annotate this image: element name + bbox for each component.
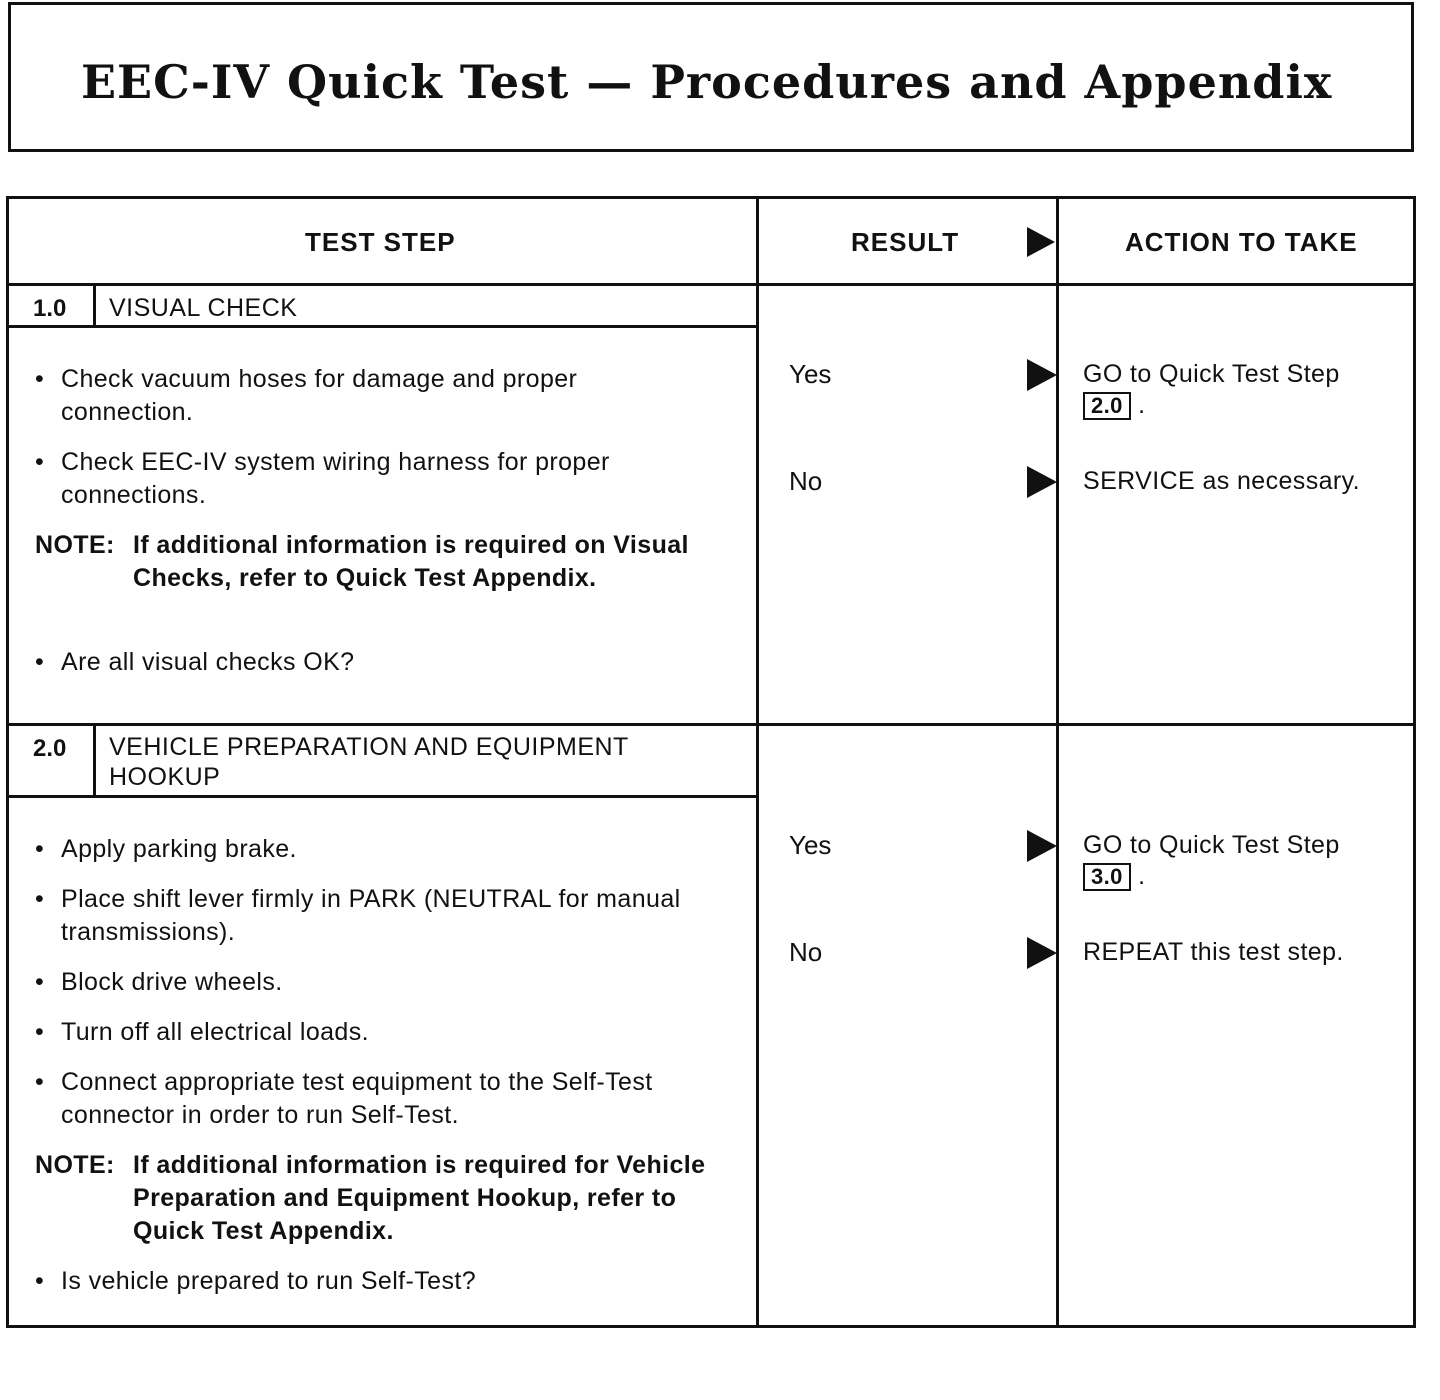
- arrow-right-icon: [1027, 359, 1057, 391]
- step-1-result-yes: Yes: [789, 359, 832, 389]
- step-2-title-divider: [9, 795, 757, 798]
- bullet-icon: •: [35, 448, 45, 476]
- header-result: RESULT: [851, 227, 960, 257]
- step-1-num-divider: [93, 286, 96, 326]
- bullet-icon: •: [35, 885, 45, 913]
- step-2-result-no: No: [789, 937, 823, 967]
- step-1-bullet: • Check EEC-IV system wiring harness for proper connections.: [35, 448, 610, 509]
- bullet-icon: •: [35, 365, 45, 393]
- bullet-icon: •: [35, 968, 45, 996]
- bullet-icon: •: [35, 835, 45, 863]
- step-2-bullet: • Block drive wheels.: [35, 966, 715, 999]
- step-2-bullet: • Turn off all electrical loads.: [35, 1016, 715, 1049]
- header-test-step: TEST STEP: [305, 227, 456, 257]
- bullet-icon: •: [35, 1018, 45, 1046]
- column-divider-1: [756, 199, 759, 1325]
- header-divider: [9, 283, 1413, 286]
- step-1-action-yes: GO to Quick Test Step 2.0 .: [1083, 360, 1340, 419]
- step-1-number: 1.0: [33, 295, 67, 322]
- step-2-bullet: • Connect appropriate test equipment to the Self-Test connector in order to run Self-Test.: [35, 1068, 653, 1129]
- header-arrow-icon: [1027, 227, 1055, 257]
- step-2-num-divider: [93, 726, 96, 798]
- step-2-action-yes: GO to Quick Test Step 3.0 .: [1083, 831, 1340, 890]
- step-1-note: [35, 529, 715, 595]
- page-title: EEC-IV Quick Test — Procedures and Appendix: [81, 55, 1333, 109]
- step-1-action-no: SERVICE as necessary.: [1083, 467, 1361, 495]
- arrow-right-icon: [1027, 937, 1057, 969]
- step-2-bullet: • Apply parking brake.: [35, 833, 715, 866]
- step-1-title: VISUAL CHECK: [109, 294, 298, 322]
- bullet-icon: •: [35, 648, 45, 676]
- procedure-table: [6, 196, 1416, 1328]
- step-2-result-yes: Yes: [789, 830, 832, 860]
- step-2-note: [35, 1149, 715, 1248]
- note-label: NOTE:: [35, 1151, 115, 1179]
- step-2-question: • Is vehicle prepared to run Self-Test?: [35, 1265, 715, 1298]
- step-2-title: VEHICLE PREPARATION AND EQUIPMENT HOOKUP: [109, 733, 629, 791]
- arrow-right-icon: [1027, 466, 1057, 498]
- step-2-bullet: • Place shift lever firmly in PARK (NEUTRAL for manual transmissions).: [35, 885, 681, 946]
- step-1-question: • Are all visual checks OK?: [35, 646, 715, 679]
- step-1-title-divider: [9, 325, 757, 328]
- step-2-number: 2.0: [33, 735, 67, 762]
- step-divider: [9, 723, 1413, 726]
- step-2-action-no: REPEAT this test step.: [1083, 938, 1344, 966]
- bullet-icon: •: [35, 1068, 45, 1096]
- step-1-bullet: • Check vacuum hoses for damage and proper connection.: [35, 365, 578, 426]
- bullet-icon: •: [35, 1267, 45, 1295]
- note-text: If additional information is required on Visual Checks, refer to Quick Test Appendix.: [133, 531, 689, 592]
- header-action: ACTION TO TAKE: [1125, 227, 1358, 257]
- note-label: NOTE:: [35, 531, 115, 559]
- note-text: If additional information is required for Vehicle Preparation and Equipment Hookup, refer to Quick Test Appendix.: [133, 1151, 706, 1245]
- step-1-result-no: No: [789, 466, 823, 496]
- title-box: [8, 2, 1414, 152]
- arrow-right-icon: [1027, 830, 1057, 862]
- step-reference-box: 2.0: [1083, 392, 1131, 420]
- step-reference-box: 3.0: [1083, 863, 1131, 891]
